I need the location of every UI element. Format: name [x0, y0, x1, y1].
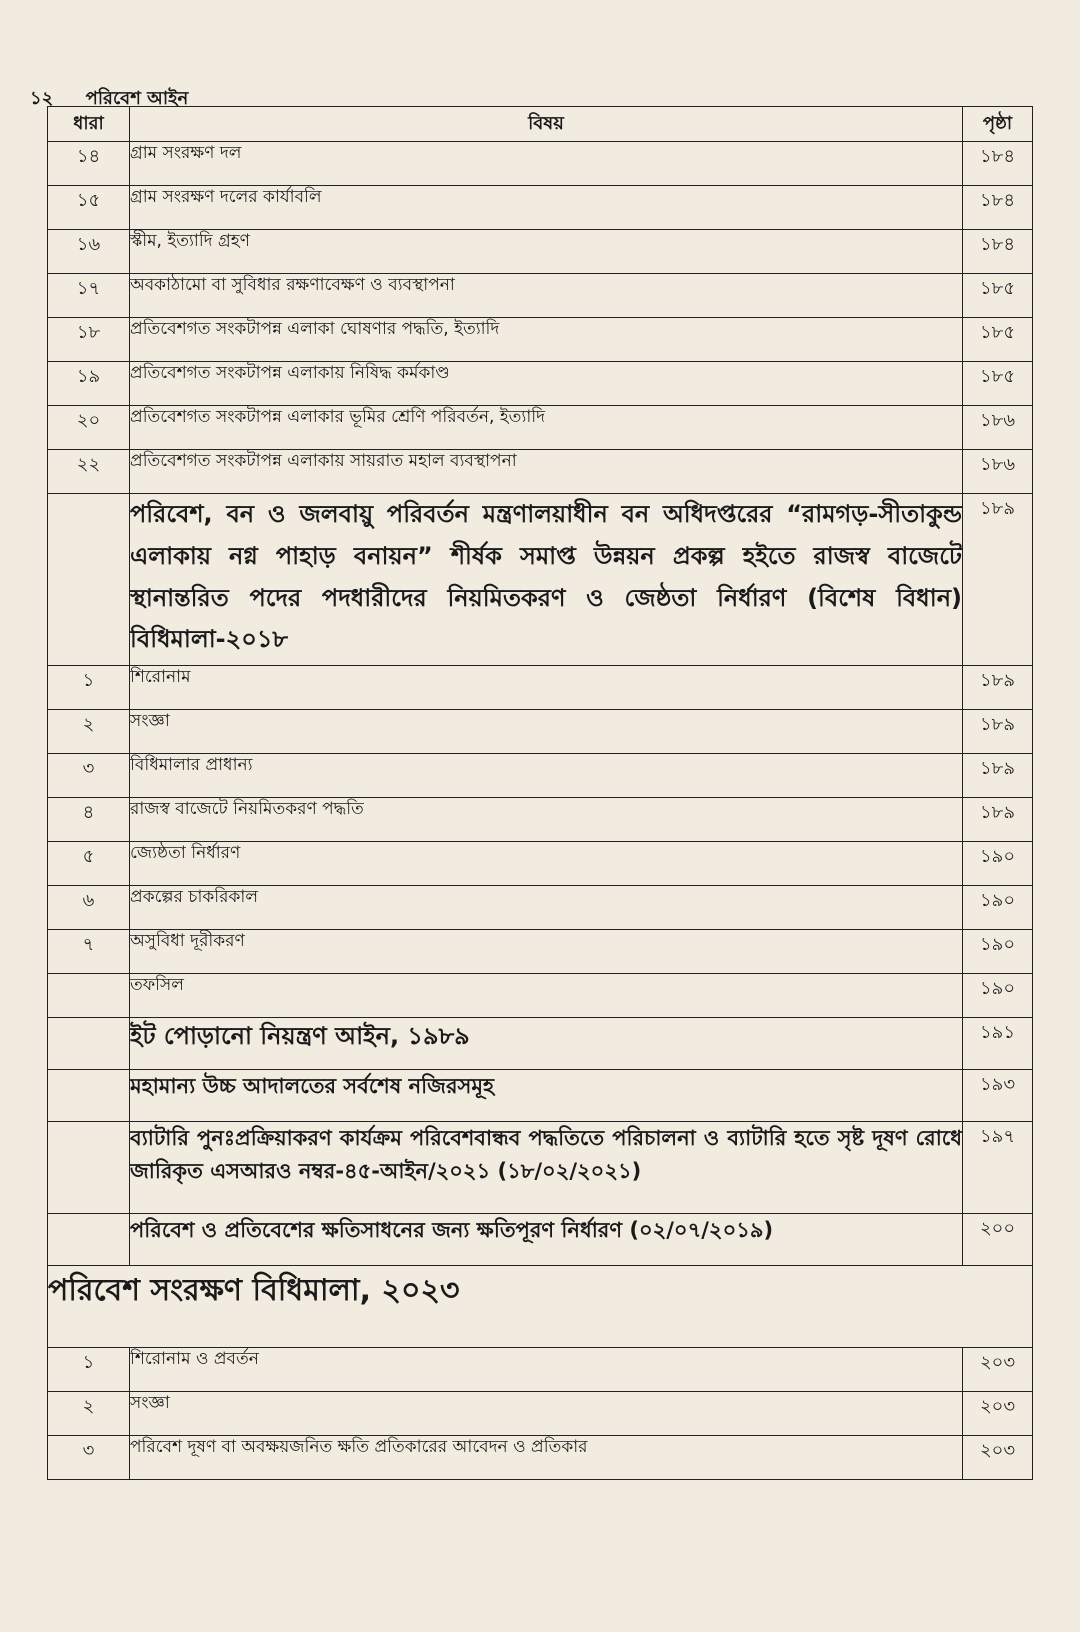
section-heading-2023-rules: পরিবেশ সংরক্ষণ বিধিমালা, ২০২৩ [48, 1266, 1033, 1348]
book-title: পরিবেশ আইন [85, 88, 189, 109]
section-number: ৩ [48, 754, 130, 798]
subject-text: রাজস্ব বাজেটে নিয়মিতকরণ পদ্ধতি [130, 798, 963, 842]
page-number-cell: ১৮৯ [963, 798, 1033, 842]
page-number-cell: ১৮৯ [963, 754, 1033, 798]
page-number-cell: ১৯০ [963, 886, 1033, 930]
page-number-cell: ১৯০ [963, 842, 1033, 886]
table-row [48, 798, 1033, 842]
page-number-cell: ১৮৬ [963, 406, 1033, 450]
subject-text: পরিবেশ দূষণ বা অবক্ষয়জনিত ক্ষতি প্রতিকারের আবেদন ও প্রতিকার [130, 1436, 963, 1480]
table-row [48, 974, 1033, 1018]
subject-text: শিরোনাম [130, 666, 963, 710]
column-header-subject: বিষয় [130, 107, 963, 142]
column-header-section: ধারা [48, 107, 130, 142]
page-number-cell: ১৯৩ [963, 1070, 1033, 1122]
section-number [48, 974, 130, 1018]
section-number: ২০ [48, 406, 130, 450]
page-number-cell: ১৮৯ [963, 494, 1033, 666]
subject-text: স্কীম, ইত্যাদি গ্রহণ [130, 230, 963, 274]
section-number: ১৪ [48, 142, 130, 186]
table-row-section-heading [48, 1266, 1033, 1348]
section-number: ৭ [48, 930, 130, 974]
subject-text: প্রতিবেশগত সংকটাপন্ন এলাকা ঘোষণার পদ্ধতি, ইত্যাদি [130, 318, 963, 362]
table-row [48, 450, 1033, 494]
page-number-cell: ১৮৪ [963, 230, 1033, 274]
section-number: ২ [48, 710, 130, 754]
page-number-cell: ১৮৯ [963, 666, 1033, 710]
table-header-row [48, 107, 1033, 142]
section-number: ৬ [48, 886, 130, 930]
section-number: ২ [48, 1392, 130, 1436]
table-row [48, 1348, 1033, 1392]
section-number: ৪ [48, 798, 130, 842]
block-title-brick-act: ইট পোড়ানো নিয়ন্ত্রণ আইন, ১৯৮৯ [130, 1018, 963, 1070]
subject-text: সংজ্ঞা [130, 1392, 963, 1436]
page-number-cell: ১৮৫ [963, 318, 1033, 362]
page-number-cell: ১৮৪ [963, 186, 1033, 230]
table-row [48, 318, 1033, 362]
subject-text: প্রতিবেশগত সংকটাপন্ন এলাকার ভূমির শ্রেণি পরিবর্তন, ইত্যাদি [130, 406, 963, 450]
table-row-block-compensation [48, 1214, 1033, 1266]
page-number-cell: ১৮৫ [963, 274, 1033, 318]
table-row [48, 362, 1033, 406]
section-number-empty [48, 494, 130, 666]
block-title-battery-sro: ব্যাটারি পুনঃপ্রক্রিয়াকরণ কার্যক্রম পরিবেশবান্ধব পদ্ধতিতে পরিচালনা ও ব্যাটারি হতে সৃষ্ট দূষণ রোধে জারিকৃত এসআরও নম্বর-৪৫-আইন/২০২১ (১৮/০২/২০২১) [130, 1122, 963, 1214]
subject-text: বিধিমালার প্রাধান্য [130, 754, 963, 798]
table-row [48, 754, 1033, 798]
subject-text: শিরোনাম ও প্রবর্তন [130, 1348, 963, 1392]
section-number: ১ [48, 666, 130, 710]
table-row [48, 1392, 1033, 1436]
page-number-cell: ১৮৫ [963, 362, 1033, 406]
table-row [48, 406, 1033, 450]
table-row [48, 274, 1033, 318]
contents-table [47, 106, 1033, 1480]
page-number-cell: ১৯৭ [963, 1122, 1033, 1214]
page-number-cell: ২০০ [963, 1214, 1033, 1266]
subject-text: গ্রাম সংরক্ষণ দলের কার্যাবলি [130, 186, 963, 230]
section-number: ১৭ [48, 274, 130, 318]
subject-text: অসুবিধা দূরীকরণ [130, 930, 963, 974]
section-number: ২২ [48, 450, 130, 494]
page-number-cell: ১৯০ [963, 930, 1033, 974]
section-number-empty [48, 1214, 130, 1266]
subject-text: প্রতিবেশগত সংকটাপন্ন এলাকায় নিষিদ্ধ কর্মকাণ্ড [130, 362, 963, 406]
table-row [48, 930, 1033, 974]
column-header-page: পৃষ্ঠা [963, 107, 1033, 142]
table-row [48, 230, 1033, 274]
table-row-block-court-precedents [48, 1070, 1033, 1122]
section-number: ১৯ [48, 362, 130, 406]
section-number: ১৮ [48, 318, 130, 362]
table-row [48, 142, 1033, 186]
page-number-cell: ১৮৬ [963, 450, 1033, 494]
page-number-cell: ২০৩ [963, 1392, 1033, 1436]
section-number-empty [48, 1070, 130, 1122]
page-number-cell: ২০৩ [963, 1436, 1033, 1480]
block-title-court-precedents: মহামান্য উচ্চ আদালতের সর্বশেষ নজিরসমূহ [130, 1070, 963, 1122]
table-row [48, 1436, 1033, 1480]
page-number-cell: ২০৩ [963, 1348, 1033, 1392]
subject-text: জ্যেষ্ঠতা নির্ধারণ [130, 842, 963, 886]
subject-text: তফসিল [130, 974, 963, 1018]
table-row-block-brick-act [48, 1018, 1033, 1070]
subject-text: অবকাঠামো বা সুবিধার রক্ষণাবেক্ষণ ও ব্যবস্থাপনা [130, 274, 963, 318]
table-row-block-forest-rules [48, 494, 1033, 666]
section-number-empty [48, 1122, 130, 1214]
table-row [48, 842, 1033, 886]
section-number: ৩ [48, 1436, 130, 1480]
table-row [48, 710, 1033, 754]
page-number-cell: ১৮৯ [963, 710, 1033, 754]
subject-text: প্রতিবেশগত সংকটাপন্ন এলাকায় সায়রাত মহাল ব্যবস্থাপনা [130, 450, 963, 494]
table-row [48, 666, 1033, 710]
section-number-empty [48, 1018, 130, 1070]
subject-text: গ্রাম সংরক্ষণ দল [130, 142, 963, 186]
subject-text: প্রকল্পের চাকরিকাল [130, 886, 963, 930]
block-title-compensation: পরিবেশ ও প্রতিবেশের ক্ষতিসাধনের জন্য ক্ষতিপূরণ নির্ধারণ (০২/০৭/২০১৯) [130, 1214, 963, 1266]
section-number: ১ [48, 1348, 130, 1392]
block-title-forest-rules: পরিবেশ, বন ও জলবায়ু পরিবর্তন মন্ত্রণালয়াধীন বন অধিদপ্তরের “রামগড়-সীতাকুন্ড এলাকায় নগ্ন পাহাড় বনায়ন” শীর্ষক সমাপ্ত উন্নয়ন প্রকল্প হইতে রাজস্ব বাজেটে স্থানান্তরিত পদের পদধারীদের নিয়মিতকরণ ও জেষ্ঠতা নির্ধারণ (বিশেষ বিধান) বিধিমালা-২০১৮ [130, 494, 963, 666]
page-number: ১২ [30, 88, 54, 109]
table-row [48, 886, 1033, 930]
section-number: ১৫ [48, 186, 130, 230]
table-row [48, 186, 1033, 230]
page-number-cell: ১৯০ [963, 974, 1033, 1018]
section-number: ১৬ [48, 230, 130, 274]
section-number: ৫ [48, 842, 130, 886]
page-number-cell: ১৯১ [963, 1018, 1033, 1070]
table-row-block-battery-sro [48, 1122, 1033, 1214]
page-number-cell: ১৮৪ [963, 142, 1033, 186]
subject-text: সংজ্ঞা [130, 710, 963, 754]
